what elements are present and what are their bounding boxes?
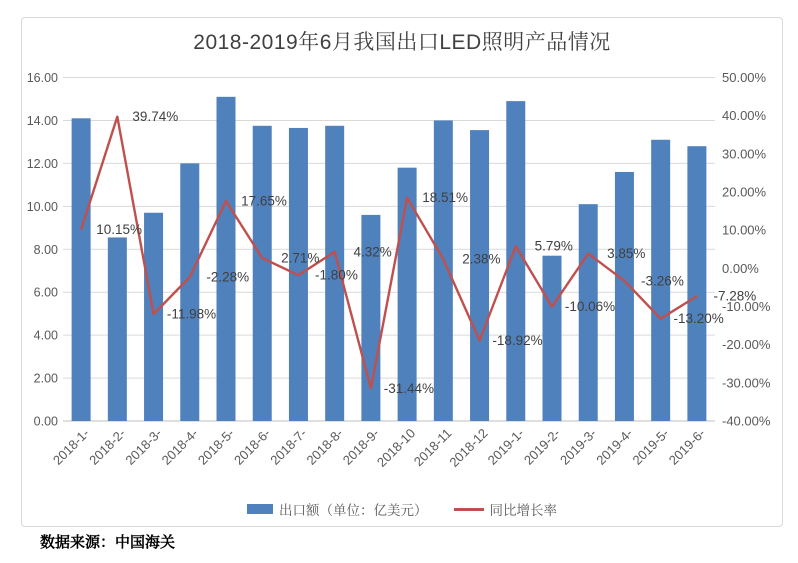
left-axis-tick-label: 16.00 <box>26 71 58 85</box>
left-axis-tick-label: 6.00 <box>33 285 58 300</box>
growth-data-label: 2.71% <box>281 250 320 266</box>
x-axis-category-label: 2018-11 <box>410 425 455 470</box>
growth-data-label: 2.38% <box>462 251 501 267</box>
x-axis-category-label: 2018-8- <box>303 425 346 468</box>
x-axis-category-label: 2018-12 <box>446 425 491 470</box>
legend-item-growth <box>454 499 558 519</box>
x-axis-category-label: 2018-1- <box>49 425 93 468</box>
x-axis-category-label: 2018-10 <box>373 425 419 470</box>
legend-label-growth: 同比增长率 <box>489 503 557 518</box>
right-axis-tick-label: 0.00% <box>722 260 759 276</box>
growth-data-label: -11.98% <box>166 306 217 322</box>
x-axis-category-label: 2019-6- <box>665 425 709 468</box>
x-axis-category-label: 2019-2- <box>520 425 564 468</box>
growth-data-label: 39.74% <box>132 109 179 125</box>
x-axis-category-label: 2019-5- <box>629 425 672 468</box>
left-axis-tick-label: 10.00 <box>26 199 58 214</box>
export-bar <box>543 256 562 421</box>
line-swatch-icon <box>454 508 484 511</box>
legend-item-export <box>247 499 428 519</box>
x-axis-category-label: 2018-9- <box>339 425 383 468</box>
right-axis-tick-label: -30.00% <box>722 375 771 391</box>
growth-data-label: 18.51% <box>422 190 469 206</box>
growth-data-label: 5.79% <box>534 238 573 254</box>
left-axis-tick-label: 14.00 <box>26 113 58 128</box>
right-axis-tick-label: 30.00% <box>722 146 767 162</box>
legend <box>21 499 783 519</box>
x-axis-category-label: 2018-2- <box>86 425 129 468</box>
growth-data-label: -13.20% <box>673 311 724 327</box>
export-bar <box>108 237 127 421</box>
x-axis-category-label: 2019-1- <box>484 425 527 468</box>
x-axis-category-label: 2019-3- <box>557 425 600 468</box>
growth-data-label: -18.92% <box>492 333 543 349</box>
x-axis-category-label: 2019-4- <box>593 425 636 468</box>
legend-label-export: 出口额（单位：亿美元） <box>279 503 428 518</box>
export-bar <box>180 163 199 421</box>
left-axis-tick-label: 12.00 <box>26 156 58 171</box>
left-axis-tick-label: 4.00 <box>33 328 58 343</box>
x-axis-category-label: 2018-6- <box>231 425 274 468</box>
growth-data-label: 4.32% <box>353 244 392 260</box>
export-bar <box>434 120 453 421</box>
bar-swatch-icon <box>247 504 273 514</box>
growth-data-label: -3.26% <box>641 273 684 289</box>
source-note: 数据来源：中国海关 <box>40 534 176 551</box>
x-axis-category-label: 2018-7- <box>267 425 310 468</box>
right-axis-tick-label: -40.00% <box>722 413 771 429</box>
export-bar <box>470 130 489 421</box>
left-axis-tick-label: 8.00 <box>33 242 58 257</box>
export-bar <box>615 172 634 421</box>
right-axis-tick-label: 50.00% <box>722 70 767 85</box>
x-axis-category-label: 2018-5- <box>194 425 238 468</box>
growth-data-label: -31.44% <box>383 380 435 396</box>
left-axis-tick-label: 0.00 <box>33 414 58 429</box>
export-bar <box>72 118 91 421</box>
right-axis-tick-label: -20.00% <box>722 337 771 353</box>
left-axis-tick-label: 2.00 <box>33 371 58 386</box>
growth-data-label: -2.28% <box>206 269 250 285</box>
x-axis-category-label: 2018-4- <box>158 425 201 468</box>
growth-data-label: 17.65% <box>241 193 287 209</box>
right-axis-tick-label: 10.00% <box>722 222 767 238</box>
growth-data-label: -1.80% <box>315 267 358 283</box>
growth-data-label: 3.85% <box>607 246 646 262</box>
x-axis-category-label: 2018-3- <box>122 425 165 468</box>
export-bar <box>687 146 706 421</box>
growth-data-label: 10.15% <box>96 222 143 238</box>
right-axis-tick-label: 40.00% <box>722 108 767 124</box>
export-bar <box>253 126 272 421</box>
growth-data-label: -7.28% <box>713 288 757 304</box>
chart-title: 2018-2019年6月我国出口LED照明产品情况 <box>193 31 611 54</box>
right-axis-tick-label: 20.00% <box>722 184 767 200</box>
growth-data-label: -10.06% <box>564 299 616 315</box>
right-axis-tick-label: -10.00% <box>722 299 771 314</box>
export-bar <box>144 213 163 421</box>
export-bar <box>217 97 236 421</box>
